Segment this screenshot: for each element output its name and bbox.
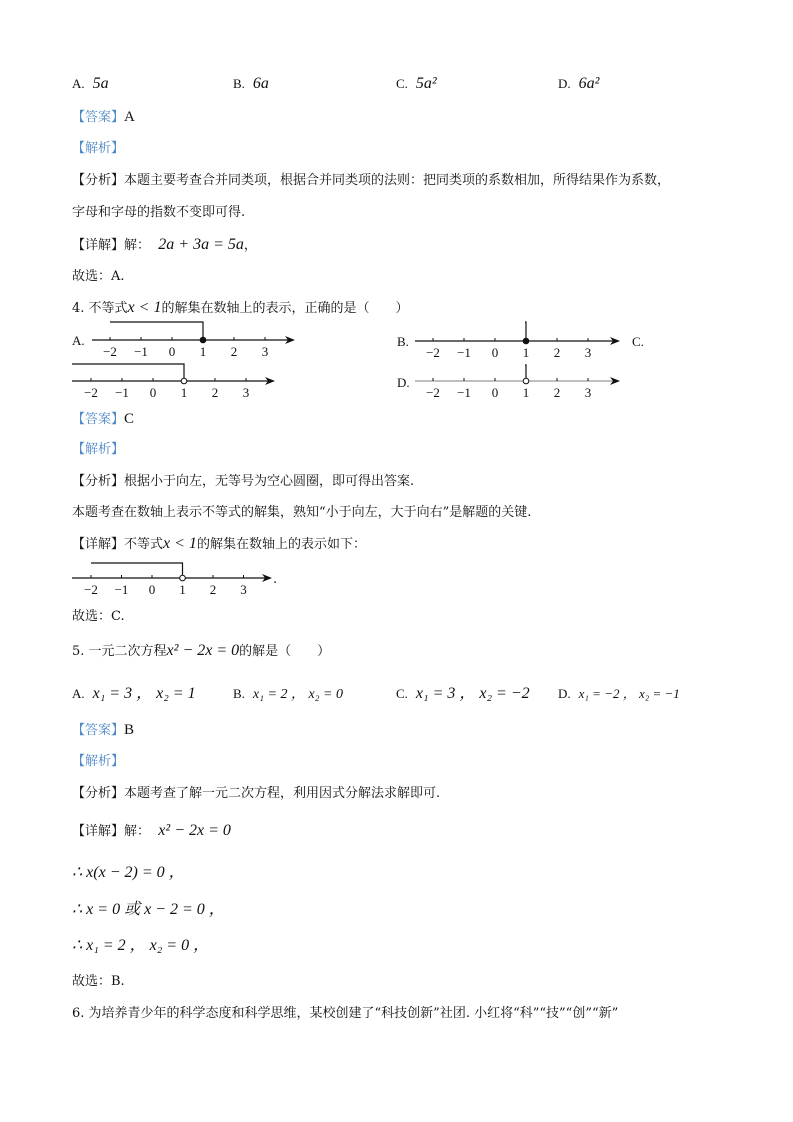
answer-value: B: [124, 722, 135, 738]
answer-value: C: [124, 411, 135, 427]
option-a: [72, 684, 196, 705]
tick-label: 3: [584, 385, 592, 400]
solution-bracket: [91, 563, 183, 578]
question-6-stem: 6. 为培养青少年的科学态度和科学思维，某校创建了“科技创新”社团. 小红将“科”“技”“创”“新”: [72, 1006, 619, 1021]
option-a-label: A.: [72, 333, 85, 348]
solution-bracket: [110, 322, 203, 340]
tick-label: 0: [491, 345, 499, 360]
option-value: 5a²: [415, 75, 437, 92]
choose-line: 故选：B.: [72, 974, 125, 989]
fenxi-line: [72, 785, 440, 803]
tick-label: 1: [199, 344, 207, 359]
detail-tag: 【详解】: [72, 824, 125, 839]
tick-label: −1: [457, 345, 471, 360]
tick-label: −2: [426, 385, 440, 400]
option-value: x₁ = 2 ， x₂ = 0: [252, 687, 343, 702]
tick-label: −2: [84, 582, 98, 597]
tick-label: 2: [230, 344, 238, 359]
closed-dot: [523, 338, 529, 344]
option-value: x₁ = 3 ， x₂ = −2: [415, 685, 530, 702]
fenxi-text: 根据小于向左，无等号为空心圆圈，即可得出答案.: [124, 474, 415, 489]
stem-text: 的解集在数轴上的表示，正确的是（ ）: [161, 301, 409, 316]
detail-tag: 【详解】: [72, 238, 125, 253]
option-c-label: C.: [632, 334, 644, 349]
open-circle: [181, 378, 187, 384]
analysis-tag: 【解析】: [72, 754, 125, 769]
fenxi-tag: 【分析】: [72, 173, 125, 188]
tick-label: 1: [522, 385, 530, 400]
option-label: A.: [72, 686, 85, 701]
detail-text: 不等式: [124, 537, 164, 552]
tick-label: 2: [209, 582, 217, 597]
tick-label: 2: [553, 345, 561, 360]
fenxi-text: 本题考查了解一元二次方程，利用因式分解法求解即可.: [124, 786, 441, 801]
option-label: C.: [396, 76, 408, 91]
answer-value: A: [124, 109, 135, 125]
closed-dot: [200, 337, 206, 343]
tick-label: −2: [103, 344, 117, 359]
option-label: B.: [233, 686, 245, 701]
tick-label: −1: [457, 385, 471, 400]
solution-bracket: [72, 364, 184, 381]
answer-tag: 【答案】: [72, 723, 125, 738]
question-5-stem: [72, 642, 330, 661]
option-label: A.: [72, 76, 85, 91]
tick-label: 0: [148, 582, 156, 597]
math-expression: x < 1: [163, 535, 197, 552]
tick-label: −2: [84, 385, 98, 400]
option-d-label: D.: [397, 375, 410, 390]
fenxi-line-2: 字母和字母的指数不变即可得.: [72, 205, 246, 220]
step-1: ∴ x(x − 2) = 0 ，: [72, 864, 185, 881]
analysis-tag: 【解析】: [72, 442, 125, 457]
choose-line: 故选：A.: [72, 269, 125, 284]
tick-label: 3: [261, 344, 269, 359]
detail-line: [72, 822, 231, 841]
tick-label: 1: [180, 385, 188, 400]
fenxi-text: 本题主要考查合并同类项，根据合并同类项的法则：把同类项的系数相加，所得结果作为系数，: [124, 173, 671, 188]
tick-label: 1: [522, 345, 530, 360]
option-value: 6a²: [578, 75, 600, 92]
tick-label: −1: [114, 582, 129, 597]
answer-tag: 【答案】: [72, 412, 125, 427]
tick-label: 3: [240, 582, 247, 597]
stem-text: 5. 一元二次方程: [72, 644, 167, 659]
option-d: [558, 684, 680, 705]
fenxi-tag: 【分析】: [72, 474, 125, 489]
detail-text: 解：: [124, 238, 151, 253]
tick-label: 0: [149, 385, 157, 400]
tick-label: 3: [584, 345, 592, 360]
math-expression: x² − 2x = 0: [158, 822, 231, 839]
tick-label: 1: [179, 582, 186, 597]
detail-tag: 【详解】: [72, 537, 125, 552]
tick-label: −2: [426, 345, 440, 360]
option-label: B.: [233, 76, 245, 91]
option-label: D.: [558, 76, 571, 91]
math-expression: 2a + 3a = 5a: [158, 236, 244, 253]
tick-label: −1: [134, 344, 148, 359]
tick-label: −1: [115, 385, 129, 400]
punct: ，: [243, 238, 257, 253]
detail-text: 解：: [124, 824, 151, 839]
option-b-label: B.: [397, 334, 409, 349]
stem-text: 4. 不等式: [72, 301, 128, 316]
option-value: x₁ = −2 ， x₂ = −1: [578, 686, 680, 701]
fenxi-line-2: 本题考查在数轴上表示不等式的解集，熟知“小于向左，大于向右”是解题的关键.: [72, 505, 532, 520]
detail-text: 的解集在数轴上的表示如下：: [196, 537, 366, 552]
option-c: [396, 684, 530, 705]
math-expression: x² − 2x = 0: [166, 642, 240, 659]
option-label: C.: [396, 686, 408, 701]
math-expression: x < 1: [127, 299, 162, 316]
option-label: D.: [558, 686, 571, 701]
open-circle: [180, 575, 186, 581]
choose-line: 故选：C.: [72, 609, 125, 624]
fenxi-tag: 【分析】: [72, 786, 125, 801]
answer-line: [72, 721, 134, 740]
period: .: [273, 572, 278, 587]
tick-label: 3: [242, 385, 250, 400]
option-b: [233, 684, 343, 705]
option-value: 5a: [92, 75, 109, 92]
answer-tag: 【答案】: [72, 110, 125, 125]
stem-text: 的解是（ ）: [239, 644, 331, 659]
step-2: ∴ x = 0 或 x − 2 = 0 ，: [72, 901, 225, 918]
tick-label: 2: [211, 385, 219, 400]
open-circle: [523, 378, 529, 384]
tick-label: 2: [553, 385, 561, 400]
option-value: 6a: [252, 75, 269, 92]
analysis-tag: 【解析】: [72, 141, 125, 156]
option-value: x₁ = 3 ， x₂ = 1: [92, 685, 196, 702]
tick-label: 0: [491, 385, 499, 400]
tick-label: 0: [168, 344, 176, 359]
step-3: ∴ x₁ = 2 ， x₂ = 0 ，: [72, 937, 210, 954]
